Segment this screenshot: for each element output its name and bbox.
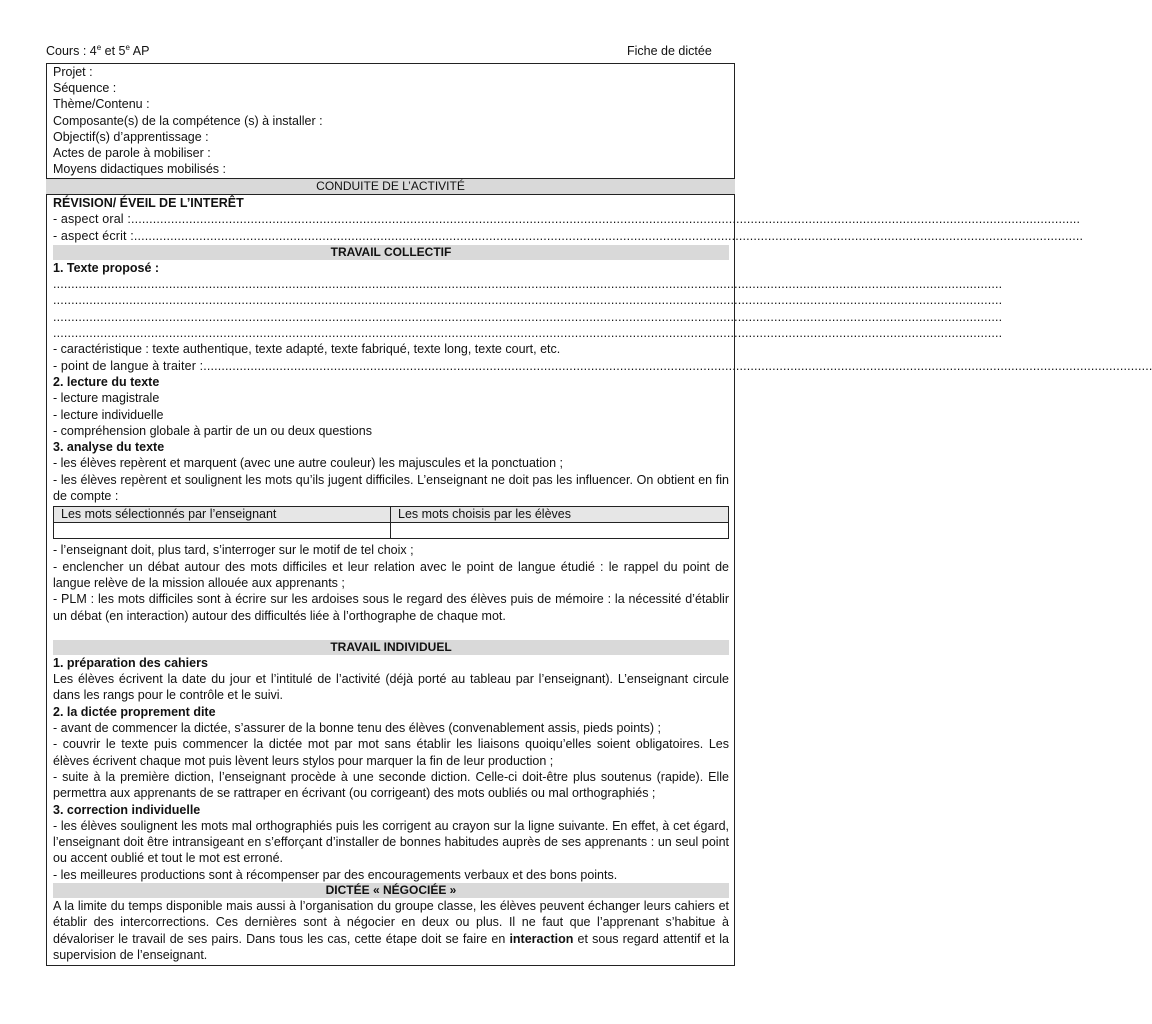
- spacer: [53, 624, 729, 640]
- point-langue-label: - point de langue à traiter :: [53, 358, 204, 373]
- analyse-paragraph: - PLM : les mots difficiles sont à écrire sur les ardoises sous le regard des élèves puis de mémoire : la nécessité d’établir un débat (en interaction) autour des difficultés liée à l’orthographe de chaque mot.: [53, 592, 729, 623]
- course-sup-1: e: [96, 43, 102, 52]
- negociee-text: A la limite du temps disponible mais aussi à l’organisation du groupe classe, les élèves peuvent échanger leurs cahiers et établir des intercorrections. Ces dernières sont à négocier en deux ou plus. Il ne faut que l’apprenant s’habitue à dévaloriser le travail de ses pairs. Dans tous les cas, cette étape doit se faire en: [53, 898, 729, 946]
- course-sup-2: e: [125, 43, 130, 52]
- meta-field-moyens: Moyens didactiques mobilisés :: [53, 162, 226, 177]
- lecture-title: 2. lecture du texte: [53, 374, 160, 389]
- correction-title: 3. correction individuelle: [53, 802, 201, 817]
- dotted-line: ......................................................................................................................................................................................................................................................................: [203, 358, 1152, 373]
- correction-paragraph: - les élèves soulignent les mots mal orthographiés puis les corrigent au crayon sur la ligne suivante. En effet, à cet égard, l’enseignant doit être intransigeant en s’efforçant d’installer de bonnes habitudes auprès de ses apprenants : un seul point ou accent oublié et tout le mot est erroné.: [53, 818, 729, 866]
- analyse-paragraph: - l’enseignant doit, plus tard, s’interroger sur le motif de tel choix ;: [53, 543, 414, 558]
- meta-field-sequence: Séquence :: [53, 81, 117, 96]
- point-langue-line: [53, 358, 1152, 374]
- mots-table-header-row: [54, 507, 729, 523]
- meta-field-objectifs: Objectif(s) d’apprentissage :: [53, 129, 209, 144]
- aspect-ecrit-line: [53, 228, 1084, 244]
- revision-title: RÉVISION/ ÉVEIL DE L’INTERÊT: [53, 196, 244, 210]
- meta-field-projet: Projet :: [53, 65, 93, 79]
- meta-field-theme: Thème/Contenu :: [53, 97, 150, 112]
- dictee-paragraph: - avant de commencer la dictée, s’assurer de la bonne tenu des élèves (convenablement assis, pieds points) ;: [53, 721, 661, 736]
- dotted-line: ......................................................................................................................................................................................................................................................................: [53, 326, 1003, 341]
- course-label: [46, 44, 149, 59]
- dictee-negociee-header: DICTÉE « NÉGOCIÉE »: [53, 883, 729, 898]
- mots-table-empty-row: [54, 523, 729, 539]
- aspect-oral-label: - aspect oral :: [53, 212, 131, 227]
- texte-propose-title: 1. Texte proposé :: [53, 260, 160, 275]
- aspect-oral-line: [53, 211, 1081, 227]
- lecture-item: - lecture individuelle: [53, 407, 164, 422]
- dictee-paragraph: - suite à la première diction, l’enseignant procède à une seconde diction. Celle-ci doit-être plus soutenus (rapide). Elle permettra aux apprenants de se rattraper en écrivant (ou corrigeant) des mots oubliés ou mal orthographiés ;: [53, 769, 729, 801]
- col-mots-eleves: Les mots choisis par les élèves: [391, 507, 729, 523]
- preparation-title: 1. préparation des cahiers: [53, 655, 208, 670]
- negociee-text-end: et sous regard attentif et la supervision de l’enseignant.: [53, 931, 729, 962]
- sheet-body: [53, 195, 1152, 963]
- lecture-item: - lecture magistrale: [53, 391, 160, 406]
- lecture-item: - compréhension globale à partir de un ou deux questions: [53, 423, 372, 438]
- travail-collectif-header: TRAVAIL COLLECTIF: [53, 245, 729, 260]
- analyse-paragraph: - les élèves repèrent et soulignent les mots qu’ils jugent difficiles. L’enseignant ne doit pas les influencer. On obtient en fin de compte :: [53, 472, 729, 504]
- aspect-ecrit-label: - aspect écrit :: [53, 228, 134, 243]
- meta-field-actes: Actes de parole à mobiliser :: [53, 146, 211, 161]
- analyse-paragraph: - les élèves repèrent et marquent (avec une autre couleur) les majuscules et la ponctuation ;: [53, 456, 563, 471]
- cell-mots-enseignant[interactable]: [54, 523, 391, 539]
- negociee-bold-term: interaction: [509, 931, 574, 946]
- preparation-paragraph: Les élèves écrivent la date du jour et l’intitulé de l’activité (déjà porté au tableau par l’enseignant). L’enseignant circule dans les rangs pour le contrôle et le suivi.: [53, 672, 729, 703]
- conduite-header: CONDUITE DE L’ACTIVITÉ: [46, 178, 735, 195]
- analyse-title: 3. analyse du texte: [53, 440, 165, 455]
- travail-individuel-header: TRAVAIL INDIVIDUEL: [53, 640, 729, 655]
- dotted-line: ......................................................................................................................................................................................................................................................................: [133, 228, 1084, 243]
- correction-paragraph: - les meilleures productions sont à récompenser par des encouragements verbaux et des bons points.: [53, 867, 618, 882]
- caracteristique-line: - caractéristique : texte authentique, texte adapté, texte fabriqué, texte long, texte court, etc.: [53, 342, 561, 357]
- course-prefix: Cours : 4: [46, 44, 97, 58]
- negociee-paragraph: [53, 898, 729, 963]
- dotted-line: ......................................................................................................................................................................................................................................................................: [53, 309, 1003, 324]
- course-mid: et 5: [101, 44, 126, 58]
- meta-fields: [53, 64, 323, 177]
- col-mots-enseignant: Les mots sélectionnés par l’enseignant: [54, 507, 391, 523]
- dictee-title: 2. la dictée proprement dite: [53, 704, 216, 719]
- dotted-line: ......................................................................................................................................................................................................................................................................: [53, 277, 1003, 292]
- course-suffix: AP: [129, 44, 150, 58]
- meta-field-composante: Composante(s) de la compétence (s) à installer :: [53, 113, 323, 128]
- mots-table: [53, 506, 729, 539]
- sheet-title: Fiche de dictée: [627, 44, 712, 58]
- dotted-line: ......................................................................................................................................................................................................................................................................: [53, 293, 1003, 308]
- dotted-line: ......................................................................................................................................................................................................................................................................: [130, 212, 1081, 227]
- dictee-paragraph: - couvrir le texte puis commencer la dictée mot par mot sans établir les liaisons quoiqu’elles soient obligatoires. Les élèves écrivent chaque mot puis lèvent leurs stylos pour marquer la fin de leur production ;: [53, 737, 729, 768]
- cell-mots-eleves[interactable]: [391, 523, 729, 539]
- analyse-paragraph: - enclencher un débat autour des mots difficiles et leur relation avec le point de langue étudié : le rappel du point de langue relève de la mission allouée aux apprenants ;: [53, 559, 729, 590]
